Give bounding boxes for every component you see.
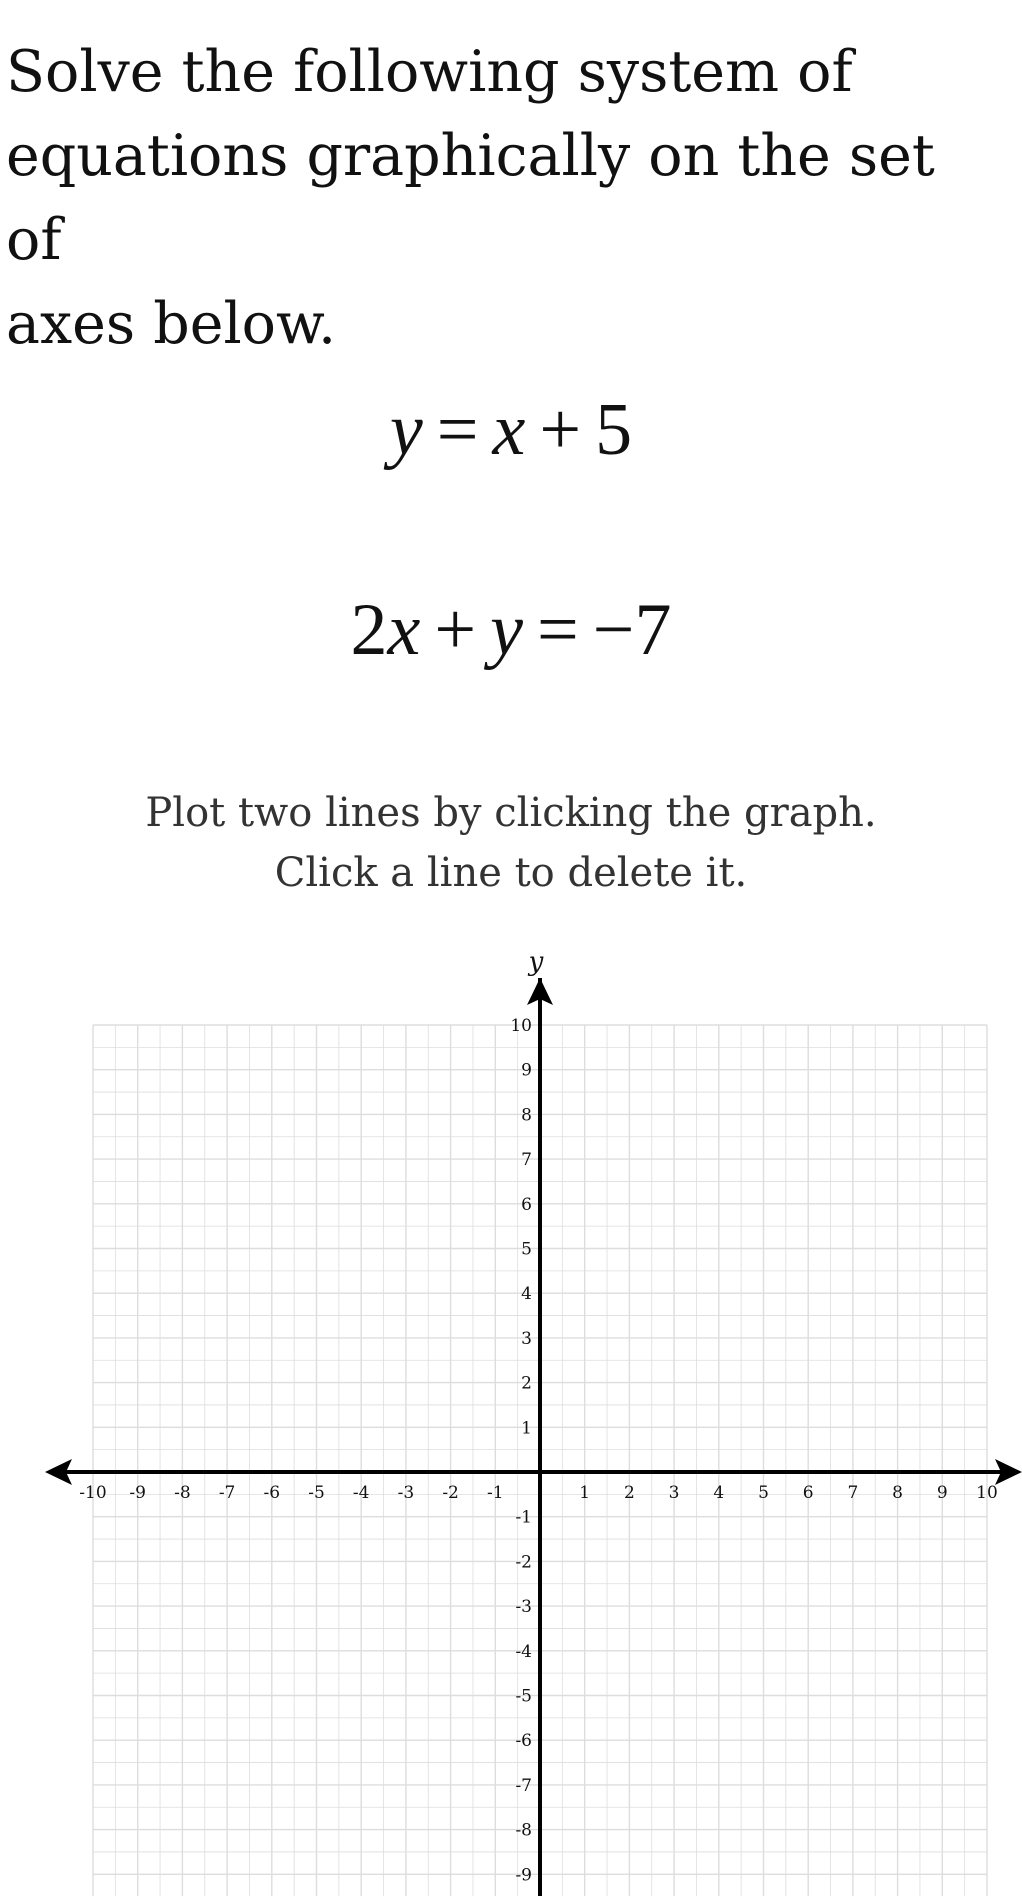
y-tick-label: 5 xyxy=(521,1239,532,1260)
x-tick-label: -3 xyxy=(397,1483,415,1503)
x-tick-label: -7 xyxy=(218,1483,236,1503)
question-line-3: axes below. xyxy=(6,291,337,357)
y-tick-label: 10 xyxy=(510,1016,532,1036)
x-tick-label: -9 xyxy=(129,1483,146,1503)
y-tick-label: -6 xyxy=(515,1731,532,1752)
y-tick-label: -9 xyxy=(515,1865,532,1886)
eq2-coefficient: 2 xyxy=(350,589,388,671)
y-tick-label: 9 xyxy=(521,1060,532,1081)
x-tick-label: 8 xyxy=(892,1483,904,1503)
x-tick-label: -2 xyxy=(442,1483,459,1503)
question-line-1: Solve the following system of xyxy=(6,39,853,105)
eq2-plus: + xyxy=(434,589,477,671)
x-tick-label: 7 xyxy=(847,1483,859,1503)
y-tick-label: 6 xyxy=(521,1194,532,1215)
x-tick-label: -4 xyxy=(352,1483,370,1503)
y-tick-label: -4 xyxy=(515,1641,532,1662)
instruction-delete: Click a line to delete it. xyxy=(274,850,748,896)
y-tick-label: -3 xyxy=(515,1597,532,1618)
eq1-equals: = xyxy=(436,389,479,471)
y-tick-label: 1 xyxy=(521,1418,532,1439)
y-tick-label: 8 xyxy=(521,1105,532,1126)
eq2-x: x xyxy=(387,589,421,671)
equation-2 xyxy=(0,585,1022,675)
question-text xyxy=(6,30,1006,366)
x-tick-label: -1 xyxy=(487,1483,504,1503)
eq2-rhs: −7 xyxy=(592,589,672,671)
x-tick-label: -5 xyxy=(308,1483,325,1503)
eq1-constant: 5 xyxy=(595,389,633,471)
eq1-x: x xyxy=(492,389,526,471)
y-tick-label: -1 xyxy=(515,1507,532,1528)
coordinate-graph[interactable] xyxy=(0,930,1022,1896)
y-tick-label: -2 xyxy=(515,1552,532,1573)
y-tick-label: -8 xyxy=(515,1820,532,1841)
x-tick-label: 10 xyxy=(976,1483,998,1503)
y-tick-label: 7 xyxy=(521,1150,532,1171)
x-tick-label: 5 xyxy=(758,1483,769,1503)
y-tick-label: 4 xyxy=(521,1284,532,1305)
eq2-y: y xyxy=(490,589,523,671)
eq1-y: y xyxy=(389,389,423,471)
x-tick-label: 1 xyxy=(579,1483,591,1503)
instruction-plot: Plot two lines by clicking the graph. xyxy=(145,790,877,836)
x-tick-label: 3 xyxy=(668,1483,680,1503)
x-tick-label: -10 xyxy=(79,1483,107,1503)
x-tick-label: -6 xyxy=(263,1483,281,1503)
y-tick-label: -5 xyxy=(515,1686,532,1707)
eq2-equals: = xyxy=(536,589,579,671)
x-tick-label: 4 xyxy=(713,1483,725,1503)
x-tick-label: -8 xyxy=(174,1483,191,1503)
y-axis-label: y xyxy=(528,947,544,977)
question-line-2: equations graphically on the set of xyxy=(6,123,935,273)
eq1-plus: + xyxy=(539,389,582,471)
y-tick-label: 2 xyxy=(521,1373,532,1394)
x-tick-label: 6 xyxy=(802,1483,814,1503)
y-tick-label: 3 xyxy=(521,1328,532,1349)
x-tick-label: 2 xyxy=(623,1483,635,1503)
y-tick-label: -7 xyxy=(515,1775,532,1796)
equation-1 xyxy=(0,385,1022,475)
x-tick-label: 9 xyxy=(936,1483,948,1503)
